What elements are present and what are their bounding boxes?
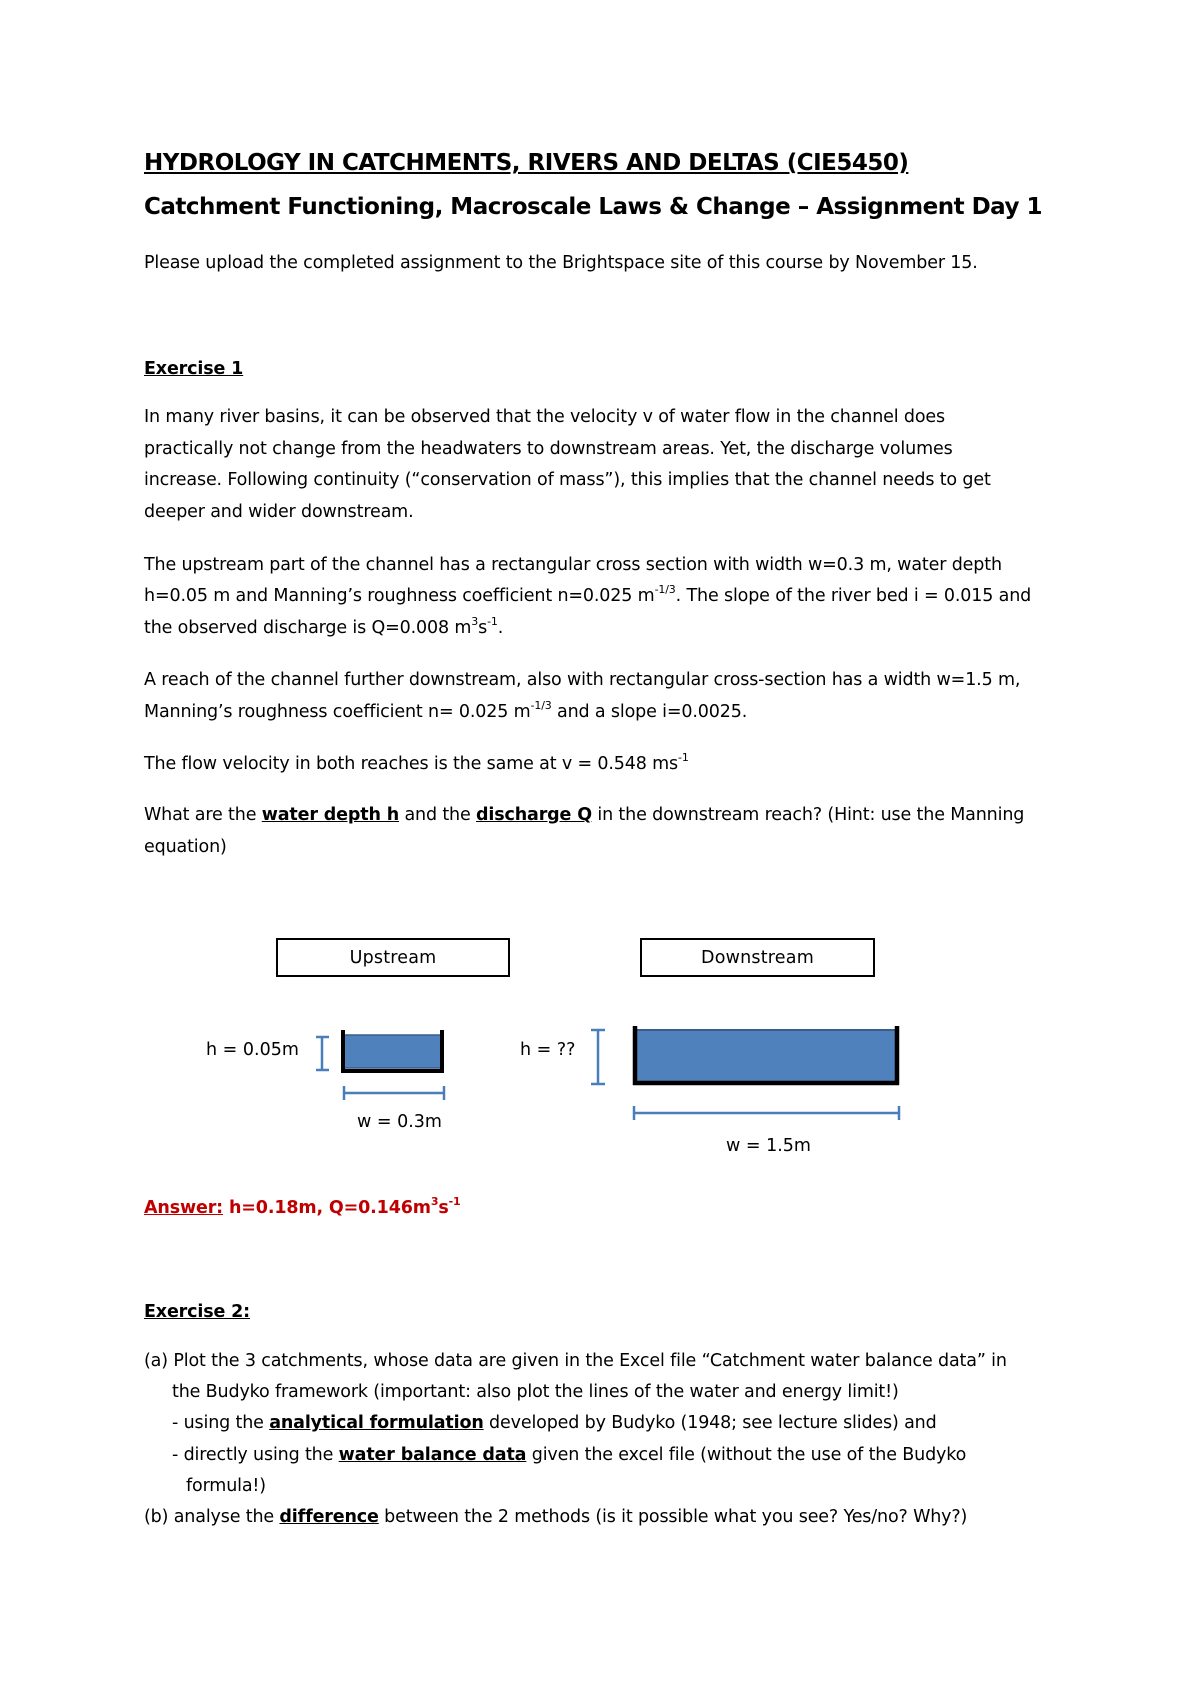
document-title: HYDROLOGY IN CATCHMENTS, RIVERS AND DELTAS (CIE5450) (144, 150, 909, 176)
exercise2-a-line5: formula!) (186, 1476, 266, 1496)
exercise1-para3-line2: Manning’s roughness coefficient n= 0.025 $m^{-1/3}$ and a slope i=0.0025. (144, 699, 748, 722)
channel-drawing (0, 920, 1200, 1170)
exercise2-a-line4: - directly using the water balance data given the excel file (without the use of the Budyko (172, 1445, 967, 1465)
exercise1-para1-line4: deeper and wider downstream. (144, 502, 414, 522)
downstream-width-label: w = 1.5m (726, 1136, 811, 1156)
exercise1-para1-line1: In many river basins, it can be observed that the velocity v of water flow in the channel does (144, 407, 946, 427)
exercise2-a-line3: - using the analytical formulation developed by Budyko (1948; see lecture slides) and (172, 1413, 937, 1433)
exercise1-para2-line1: The upstream part of the channel has a rectangular cross section with width w=0.3 m, water depth (144, 555, 1002, 575)
upstream-label-box: Upstream (276, 938, 510, 977)
exercise2-heading: Exercise 2: (144, 1302, 251, 1322)
channel-cross-section-diagram (0, 920, 1200, 1170)
exercise2-b-line1: (b) analyse the difference between the 2 methods (is it possible what you see? Yes/no? Why?) (144, 1507, 968, 1527)
downstream-label-box: Downstream (640, 938, 875, 977)
exercise1-para2-line3: the observed discharge is Q=0.008 $m^3s^{-1}$. (144, 615, 504, 638)
downstream-width-marker (634, 1106, 899, 1120)
upstream-width-label: w = 0.3m (357, 1112, 442, 1132)
exercise2-a-line2: the Budyko framework (important: also plot the lines of the water and energy limit!) (172, 1382, 899, 1402)
downstream-depth-marker (591, 1030, 605, 1084)
exercise1-answer: Answer: h=0.18m, $Q=0.146m^3s^{-1}$ (144, 1195, 461, 1218)
exercise1-para1-line2: practically not change from the headwaters to downstream areas. Yet, the discharge volumes (144, 439, 953, 459)
upstream-depth-marker (316, 1037, 329, 1070)
downstream-water-body (635, 1030, 897, 1082)
exercise1-question-line2: equation) (144, 837, 227, 857)
submission-instruction: Please upload the completed assignment to the Brightspace site of this course by November 15. (144, 253, 978, 273)
exercise1-para1-line3: increase. Following continuity (“conservation of mass”), this implies that the channel needs to get (144, 470, 991, 490)
exercise1-question-line1: What are the water depth h and the discharge Q in the downstream reach? (Hint: use the Manning (144, 805, 1025, 825)
upstream-width-marker (344, 1086, 444, 1100)
exercise1-velocity-statement: The flow velocity in both reaches is the same at v = 0.548 $ms^{-1}$ (144, 751, 689, 774)
upstream-water-body (343, 1035, 442, 1068)
document-subtitle: Catchment Functioning, Macroscale Laws & Change – Assignment Day 1 (144, 194, 1042, 220)
exercise2-a-line1: (a) Plot the 3 catchments, whose data are given in the Excel file “Catchment water balance data” in (144, 1351, 1007, 1371)
exercise1-heading: Exercise 1 (144, 359, 244, 379)
upstream-depth-label: h = 0.05m (206, 1040, 299, 1060)
exercise1-para3-line1: A reach of the channel further downstream, also with rectangular cross-section has a width w=1.5 m, (144, 670, 1021, 690)
exercise1-para2-line2: h=0.05 m and Manning’s roughness coefficient n=0.025 $m^{-1/3}$. The slope of the river bed i = 0.015 and (144, 583, 1032, 606)
downstream-depth-label: h = ?? (520, 1040, 576, 1060)
